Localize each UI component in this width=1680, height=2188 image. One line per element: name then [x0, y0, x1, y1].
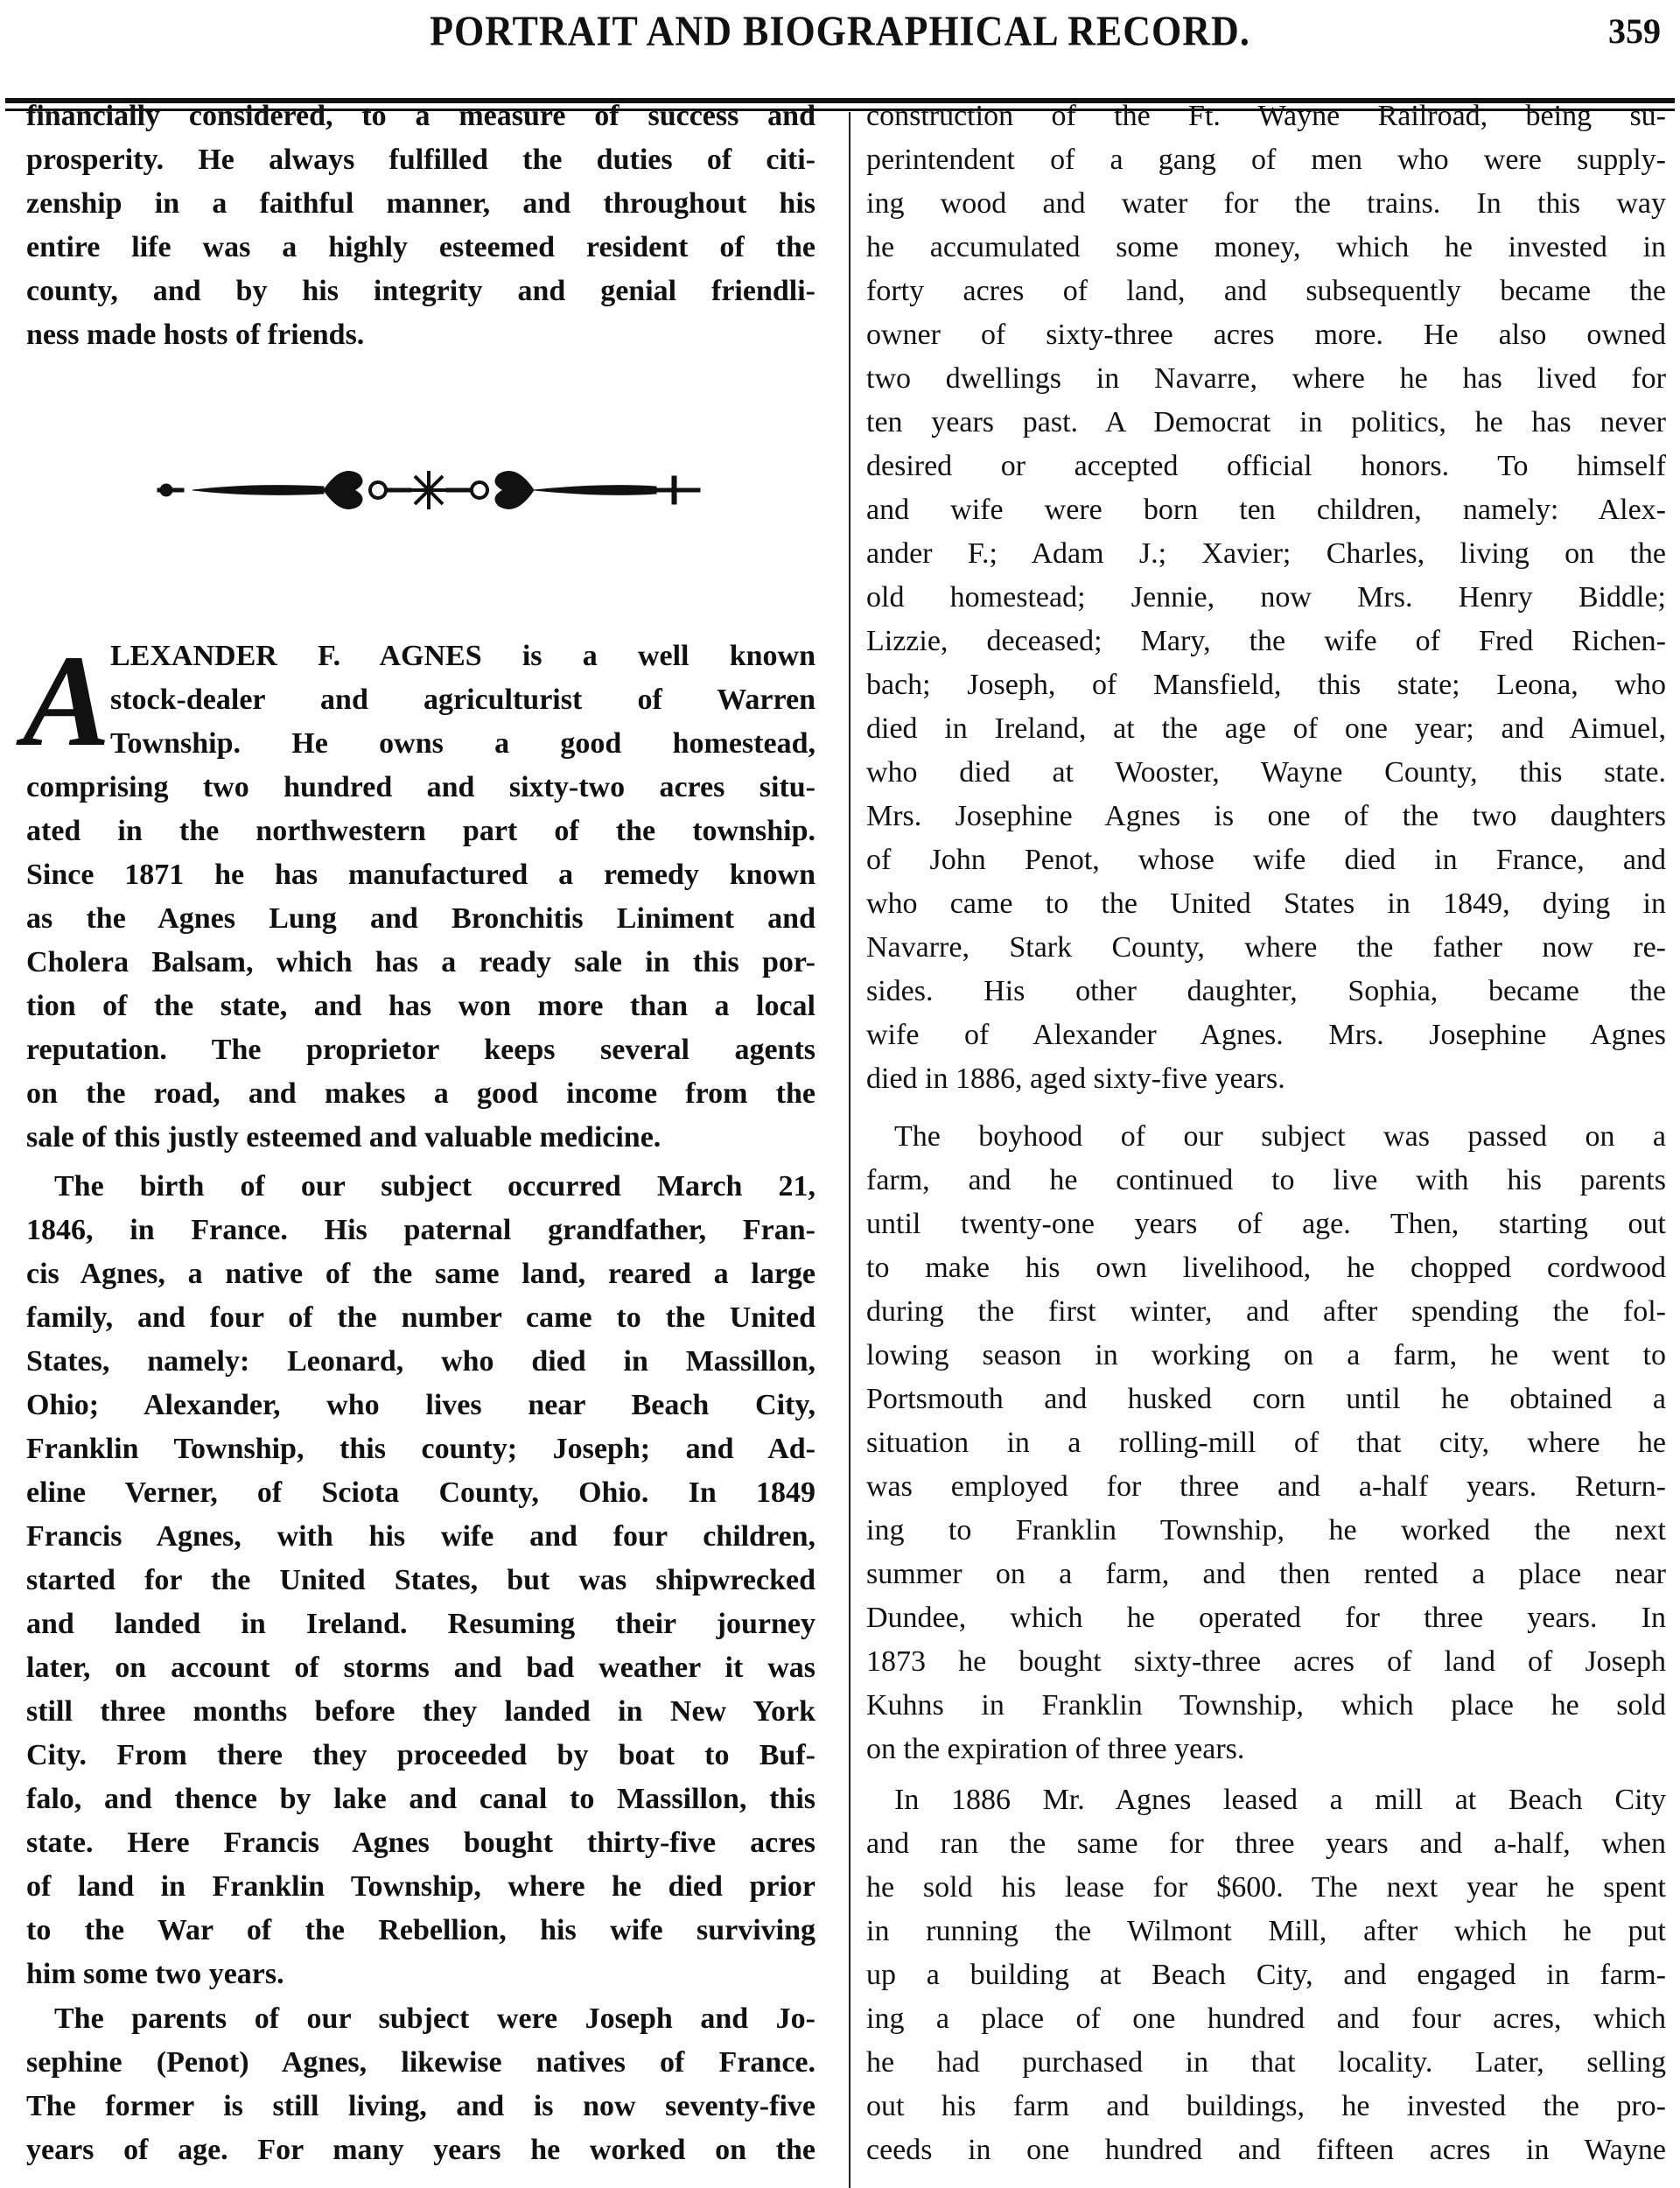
text-line: stock-dealer and agriculturist of Warren: [110, 684, 816, 716]
text-line: Kuhns in Franklin Township, which place he sold: [866, 1689, 1666, 1722]
paragraph: [26, 1997, 816, 2172]
text-line: wife of Alexander Agnes. Mrs. Josephine Agnes: [866, 1019, 1666, 1051]
text-line: Navarre, Stark County, where the father now re-: [866, 931, 1666, 964]
text-line: old homestead; Jennie, now Mrs. Henry Biddle;: [866, 581, 1666, 614]
text-line: bach; Joseph, of Mansfield, this state; Leona, who: [866, 669, 1666, 701]
page-number: 359: [1608, 11, 1661, 51]
text-line: tion of the state, and has won more than a local: [26, 990, 816, 1022]
text-line: Franklin Township, this county; Joseph; and Ad-: [26, 1433, 816, 1465]
text-line: reputation. The proprietor keeps several agents: [26, 1034, 816, 1066]
text-line: he accumulated some money, which he invested in: [866, 231, 1666, 263]
paragraph: [26, 1165, 816, 1996]
text-line: cis Agnes, a native of the same land, reared a large: [26, 1258, 816, 1290]
text-line: Mrs. Josephine Agnes is one of the two daughters: [866, 800, 1666, 832]
text-line: who died at Wooster, Wayne County, this state.: [866, 756, 1666, 789]
text-line: falo, and thence by lake and canal to Massillon, this: [26, 1783, 816, 1815]
drop-cap: A: [23, 628, 111, 774]
text-line: ated in the northwestern part of the township.: [26, 815, 816, 847]
text-line: to the War of the Rebellion, his wife surviving: [26, 1914, 816, 1946]
column-divider: [849, 112, 850, 2188]
text-line: Cholera Balsam, which has a ready sale in this por-: [26, 946, 816, 978]
text-line: The parents of our subject were Joseph and Jo-: [54, 2002, 816, 2035]
text-line: The birth of our subject occurred March 21,: [54, 1170, 816, 1203]
text-line: state. Here Francis Agnes bought thirty-five acres: [26, 1827, 816, 1859]
text-line: ceeds in one hundred and fifteen acres in Wayne: [866, 2134, 1666, 2166]
text-line: 1873 he bought sixty-three acres of land of Joseph: [866, 1645, 1666, 1678]
text-line: died in Ireland, at the age of one year; and Aimuel,: [866, 712, 1666, 745]
text-line: perintendent of a gang of men who were supply-: [866, 144, 1666, 176]
text-line: forty acres of land, and subsequently became the: [866, 275, 1666, 307]
text-line: sephine (Penot) Agnes, likewise natives of France.: [26, 2046, 816, 2079]
paragraph: [866, 1115, 1666, 1771]
paragraph: [866, 95, 1666, 1101]
text-line: desired or accepted official honors. To himself: [866, 450, 1666, 482]
text-line: died in 1886, aged sixty-five years.: [866, 1062, 1285, 1095]
text-line: who came to the United States in 1849, dying in: [866, 887, 1666, 920]
text-line: to make his own livelihood, he chopped cordwood: [866, 1252, 1666, 1284]
text-line: in running the Wilmont Mill, after which he put: [866, 1915, 1666, 1947]
text-line: ander F.; Adam J.; Xavier; Charles, living on the: [866, 537, 1666, 570]
text-line: financially considered, to a measure of success and: [26, 100, 816, 132]
text-line: The former is still living, and is now seventy-five: [26, 2090, 816, 2122]
text-line: lowing season in working on a farm, he went to: [866, 1339, 1666, 1371]
text-line: was employed for three and a-half years. Return-: [866, 1470, 1666, 1503]
text-line: owner of sixty-three acres more. He also owned: [866, 319, 1666, 351]
text-line: Portsmouth and husked corn until he obtained a: [866, 1383, 1666, 1415]
paragraph: [23, 628, 816, 1160]
text-line: ing to Franklin Township, he worked the next: [866, 1514, 1666, 1546]
text-line: on the road, and makes a good income from the: [26, 1077, 816, 1110]
text-line: Dundee, which he operated for three years. In: [866, 1602, 1666, 1634]
text-line: zenship in a faithful manner, and throughout his: [26, 187, 816, 220]
text-line: Francis Agnes, with his wife and four children,: [26, 1520, 816, 1553]
text-line: and ran the same for three years and a-half, when: [866, 1827, 1666, 1860]
text-line: entire life was a highly esteemed resident of the: [26, 231, 816, 263]
text-line: LEXANDER F. AGNES is a well known: [110, 640, 816, 672]
text-line: ing a place of one hundred and four acres, which: [866, 2002, 1666, 2035]
text-line: comprising two hundred and sixty-two acres situ-: [26, 771, 816, 803]
text-line: Ohio; Alexander, who lives near Beach City,: [26, 1389, 816, 1421]
text-line: him some two years.: [26, 1958, 284, 1990]
text-line: farm, and he continued to live with his parents: [866, 1164, 1666, 1196]
text-line: ten years past. A Democrat in politics, he has never: [866, 406, 1666, 438]
running-title: PORTRAIT AND BIOGRAPHICAL RECORD.: [430, 7, 1250, 55]
ornament-divider-icon: [149, 464, 709, 516]
text-line: he sold his lease for $600. The next year he spent: [866, 1871, 1666, 1904]
text-line: up a building at Beach City, and engaged in farm-: [866, 1959, 1666, 1991]
text-line: years of age. For many years he worked on the: [26, 2134, 816, 2166]
text-line: Since 1871 he has manufactured a remedy known: [26, 859, 816, 891]
text-line: sale of this justly esteemed and valuable medicine.: [26, 1121, 662, 1154]
text-line: construction of the Ft. Wayne Railroad, being su-: [866, 100, 1666, 132]
text-line: ing wood and water for the trains. In this way: [866, 187, 1666, 220]
text-line: In 1886 Mr. Agnes leased a mill at Beach City: [894, 1784, 1666, 1816]
text-line: Township. He owns a good homestead,: [110, 727, 816, 760]
text-line: started for the United States, but was shipwrecked: [26, 1564, 816, 1596]
text-line: until twenty-one years of age. Then, starting out: [866, 1208, 1666, 1240]
text-line: and wife were born ten children, namely: Alex-: [866, 494, 1666, 526]
text-line: summer on a farm, and then rented a place near: [866, 1558, 1666, 1590]
text-line: ness made hosts of friends.: [26, 319, 365, 351]
text-line: Lizzie, deceased; Mary, the wife of Fred Richen-: [866, 625, 1666, 657]
text-line: during the first winter, and after spending the fol-: [866, 1295, 1666, 1328]
text-line: on the expiration of three years.: [866, 1733, 1245, 1765]
text-line: of John Penot, whose wife died in France, and: [866, 844, 1666, 876]
text-line: The boyhood of our subject was passed on a: [894, 1120, 1666, 1153]
text-line: county, and by his integrity and genial friendli-: [26, 275, 816, 307]
text-line: family, and four of the number came to the United: [26, 1301, 816, 1334]
text-line: as the Agnes Lung and Bronchitis Liniment and: [26, 902, 816, 935]
text-line: he had purchased in that locality. Later, selling: [866, 2046, 1666, 2079]
text-line: later, on account of storms and bad weather it was: [26, 1652, 816, 1684]
paragraph: [866, 1778, 1666, 2172]
text-line: and landed in Ireland. Resuming their journey: [26, 1608, 816, 1640]
text-line: of land in Franklin Township, where he died prior: [26, 1870, 816, 1903]
text-line: sides. His other daughter, Sophia, became the: [866, 975, 1666, 1007]
text-line: prosperity. He always fulfilled the duties of citi-: [26, 144, 816, 176]
text-line: States, namely: Leonard, who died in Massillon,: [26, 1345, 816, 1378]
text-line: City. From there they proceeded by boat to Buf-: [26, 1739, 816, 1771]
text-line: eline Verner, of Sciota County, Ohio. In 1849: [26, 1476, 816, 1509]
text-line: still three months before they landed in New York: [26, 1695, 816, 1728]
text-line: out his farm and buildings, he invested the pro-: [866, 2090, 1666, 2122]
text-line: two dwellings in Navarre, where he has lived for: [866, 362, 1666, 395]
paragraph: [26, 95, 816, 357]
text-line: 1846, in France. His paternal grandfather, Fran-: [26, 1214, 816, 1246]
text-line: situation in a rolling-mill of that city, where he: [866, 1427, 1666, 1459]
